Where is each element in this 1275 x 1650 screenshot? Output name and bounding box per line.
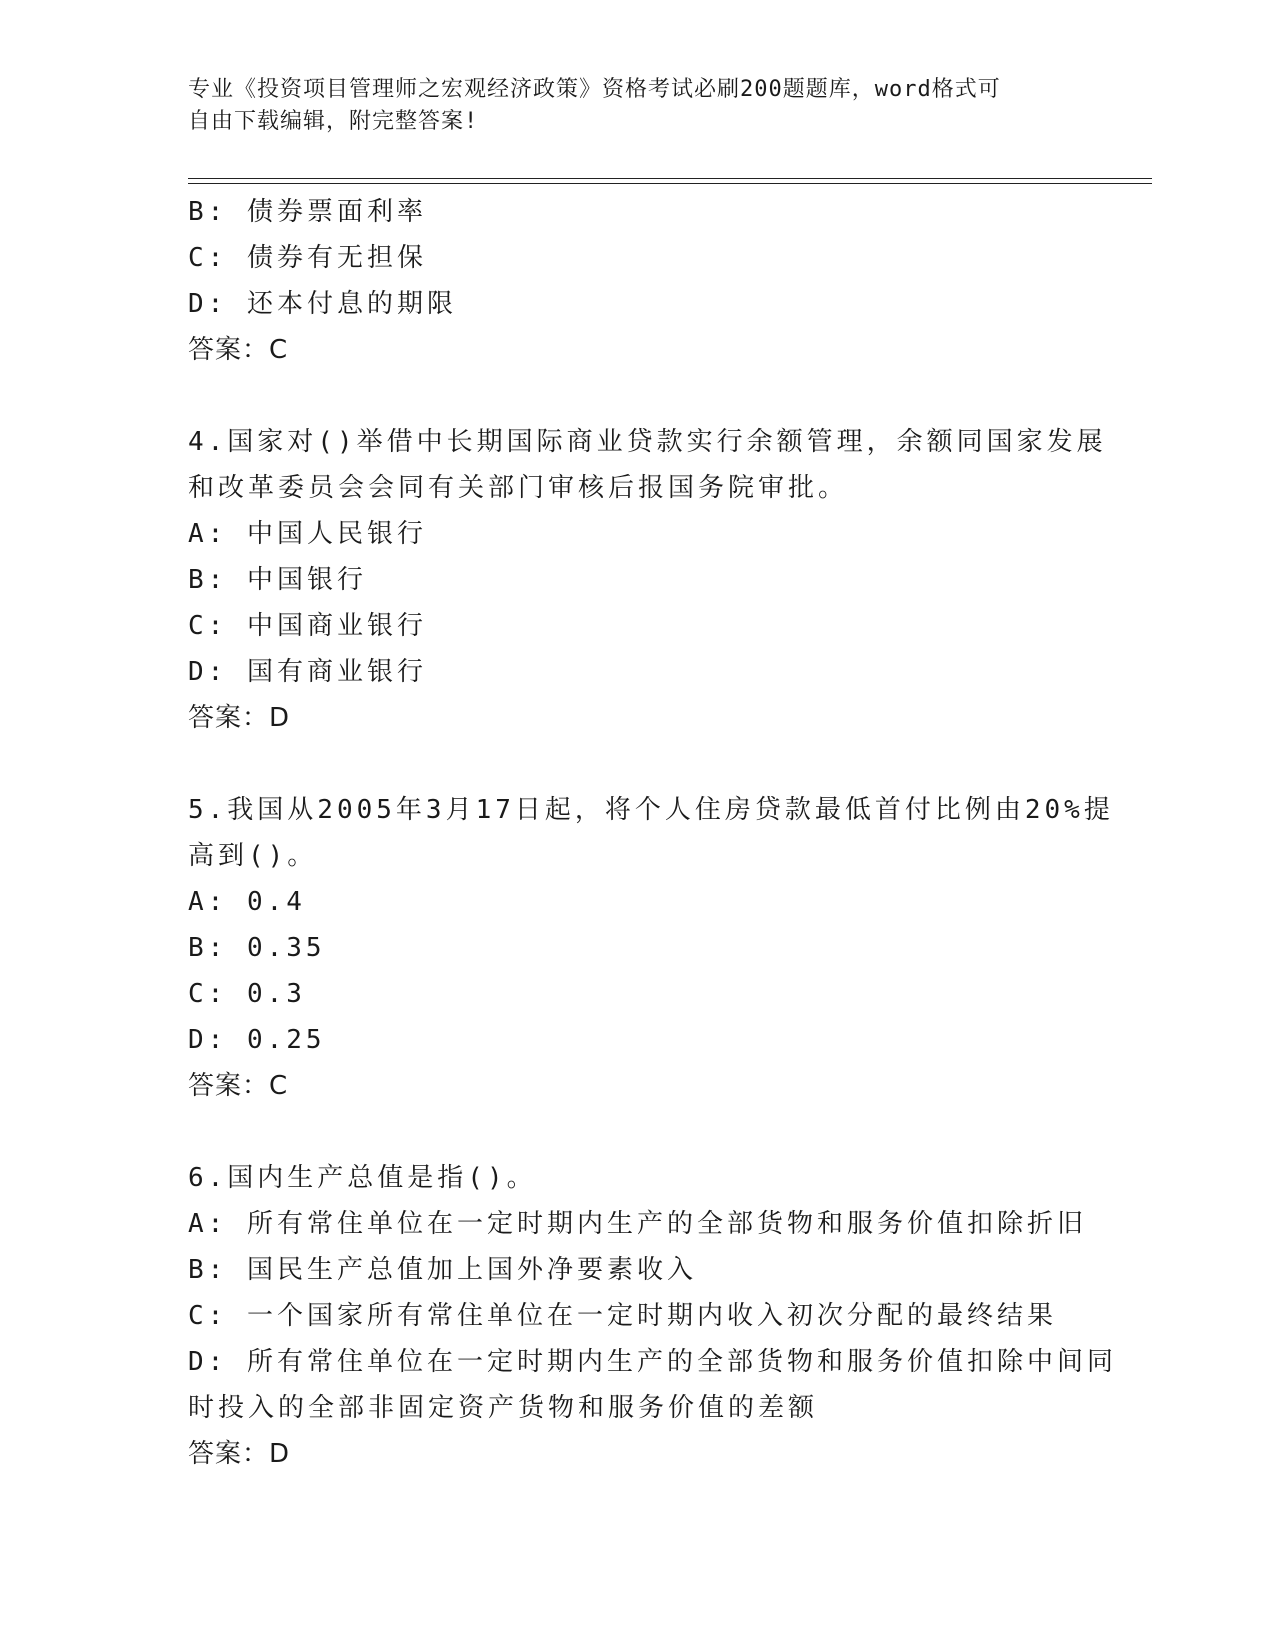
- option-c: C: 债券有无担保: [188, 243, 427, 273]
- header-divider: [188, 178, 1152, 184]
- spacer: [188, 741, 1078, 787]
- option-a: A: 所有常住单位在一定时期内生产的全部货物和服务价值扣除折旧: [188, 1209, 1087, 1239]
- question-stem-line-2: 高到()。: [188, 841, 318, 871]
- answer: 答案：D: [188, 1439, 291, 1469]
- question-5: [188, 787, 1114, 1109]
- option-b: B: 中国银行: [188, 565, 367, 595]
- answer: 答案：C: [188, 335, 289, 365]
- option-a: A: 0.4: [188, 887, 306, 917]
- question-4: [188, 419, 1107, 741]
- option-c: C: 一个国家所有常住单位在一定时期内收入初次分配的最终结果: [188, 1301, 1057, 1331]
- question-stem-line-1: 5.我国从2005年3月17日起，将个人住房贷款最低首付比例由20%提: [188, 795, 1114, 825]
- option-d: D: 所有常住单位在一定时期内生产的全部货物和服务价值扣除中间同: [188, 1347, 1117, 1377]
- document-header: [188, 74, 1068, 138]
- spacer: [188, 373, 1078, 419]
- question-3-tail: [188, 189, 1078, 373]
- option-b: B: 0.35: [188, 933, 326, 963]
- question-6: [188, 1155, 1117, 1477]
- option-c: C: 0.3: [188, 979, 306, 1009]
- spacer: [188, 1109, 1078, 1155]
- question-stem-line-1: 4.国家对()举借中长期国际商业贷款实行余额管理，余额同国家发展: [188, 427, 1107, 457]
- option-d-continued: 时投入的全部非固定资产货物和服务价值的差额: [188, 1393, 819, 1423]
- option-d: D: 国有商业银行: [188, 657, 427, 687]
- question-stem-line-2: 和改革委员会会同有关部门审核后报国务院审批。: [188, 473, 849, 503]
- answer: 答案：C: [188, 1071, 289, 1101]
- option-a: A: 中国人民银行: [188, 519, 427, 549]
- option-d: D: 还本付息的期限: [188, 289, 457, 319]
- question-stem-line-1: 6.国内生产总值是指()。: [188, 1163, 537, 1193]
- option-b: B: 债券票面利率: [188, 197, 427, 227]
- question-list: [188, 189, 1117, 1477]
- header-line-1: 专业《投资项目管理师之宏观经济政策》资格考试必刷200题题库，word格式可: [188, 77, 1001, 102]
- option-c: C: 中国商业银行: [188, 611, 427, 641]
- answer: 答案：D: [188, 703, 291, 733]
- option-b: B: 国民生产总值加上国外净要素收入: [188, 1255, 697, 1285]
- option-d: D: 0.25: [188, 1025, 326, 1055]
- header-line-2: 自由下载编辑，附完整答案!: [188, 109, 479, 134]
